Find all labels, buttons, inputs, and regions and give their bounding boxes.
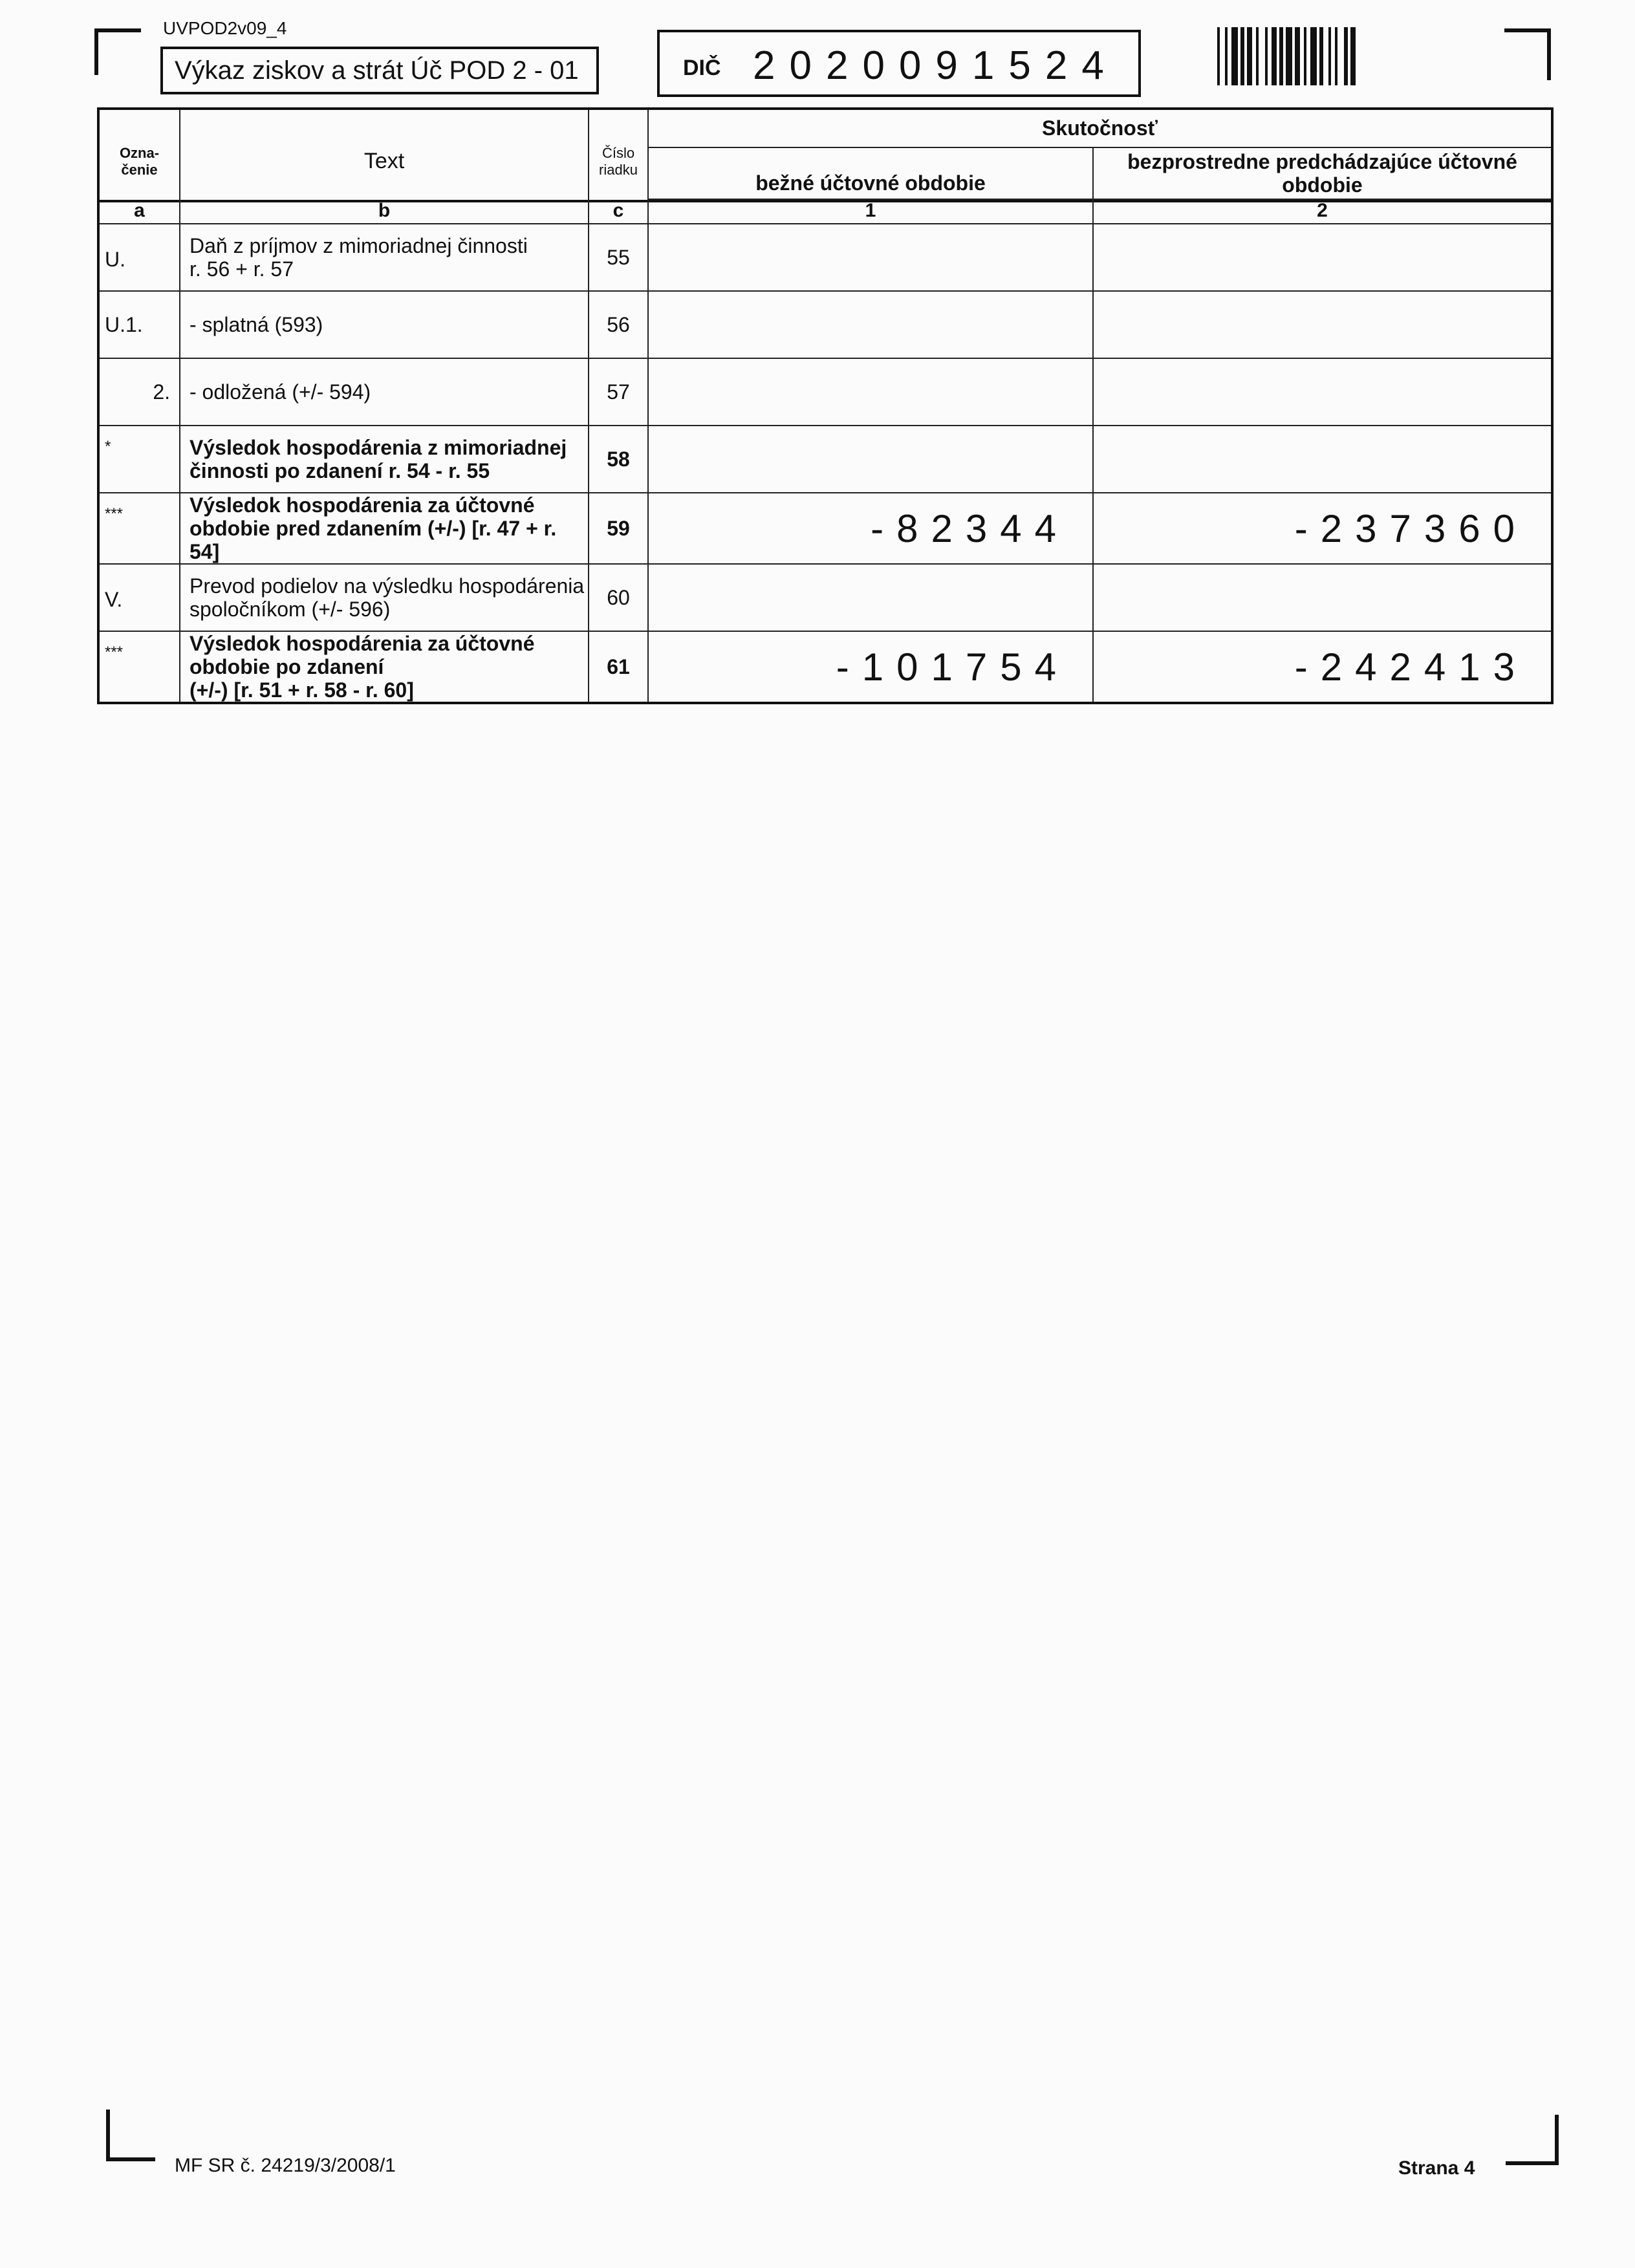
letter-b: b xyxy=(180,198,589,224)
barcode-bar xyxy=(1265,27,1268,85)
row-previous-period xyxy=(1093,564,1552,631)
page-number: Strana 4 xyxy=(1398,2157,1475,2179)
table-row xyxy=(98,224,1552,291)
letter-c: c xyxy=(589,198,648,224)
row-text: Výsledok hospodárenia za účtovné obdobie po zdanení (+/-) [r. 51 + r. 58 - r. 60] xyxy=(180,631,589,703)
row-line-number: 58 xyxy=(589,426,648,493)
barcode-bar xyxy=(1240,27,1244,85)
row-current-period xyxy=(648,224,1093,291)
header-skutocnost: Skutočnosť xyxy=(648,109,1552,147)
table-row xyxy=(98,358,1552,426)
barcode-bar xyxy=(1304,27,1306,85)
barcode-bar xyxy=(1344,27,1348,85)
row-text: Výsledok hospodárenia z mimoriadnej činnosti po zdanení r. 54 - r. 55 xyxy=(180,426,589,493)
letter-1: 1 xyxy=(648,198,1093,224)
table-row xyxy=(98,426,1552,493)
header-text-label: Text xyxy=(363,149,405,173)
dic-label: DIČ xyxy=(683,56,721,80)
row-current-period xyxy=(648,358,1093,426)
barcode-bar xyxy=(1225,27,1228,85)
letter-a: a xyxy=(98,198,180,224)
corner-mark-top-left xyxy=(94,28,141,32)
form-code: UVPOD2v09_4 xyxy=(163,18,287,38)
barcode-bar xyxy=(1256,27,1259,85)
corner-mark-bottom-left xyxy=(106,2110,110,2161)
barcode-bar xyxy=(1217,27,1220,85)
row-line-number: 61 xyxy=(589,631,648,703)
row-mark: 2. xyxy=(98,358,180,426)
header-text xyxy=(180,109,589,201)
row-text: - splatná (593) xyxy=(180,291,589,358)
barcode-bar xyxy=(1328,27,1331,85)
barcode-bar xyxy=(1272,27,1277,85)
row-previous-period: -237360 xyxy=(1093,493,1552,564)
corner-mark-top-left xyxy=(94,28,98,75)
row-text: Prevod podielov na výsledku hospodárenia spoločníkom (+/- 596) xyxy=(180,564,589,631)
table-row xyxy=(98,291,1552,358)
corner-mark-bottom-right xyxy=(1506,2161,1559,2165)
barcode-bar xyxy=(1286,27,1292,85)
row-mark: * xyxy=(98,426,180,493)
table-row xyxy=(98,631,1552,703)
dic-value: 2020091524 xyxy=(753,43,1118,88)
row-mark: U. xyxy=(98,224,180,291)
header-bezne: bežné účtovné obdobie xyxy=(648,147,1093,199)
row-previous-period xyxy=(1093,358,1552,426)
column-letters-row xyxy=(98,198,1552,224)
row-previous-period xyxy=(1093,224,1552,291)
profit-loss-table xyxy=(97,107,1554,202)
row-current-period: -82344 xyxy=(648,493,1093,564)
row-line-number: 55 xyxy=(589,224,648,291)
table-row xyxy=(98,493,1552,564)
header-oznacenie-label: Ozna- čenie xyxy=(119,144,160,178)
row-text: - odložená (+/- 594) xyxy=(180,358,589,426)
row-line-number: 59 xyxy=(589,493,648,564)
row-current-period xyxy=(648,291,1093,358)
row-previous-period: -242413 xyxy=(1093,631,1552,703)
row-mark: U.1. xyxy=(98,291,180,358)
row-text: Daň z príjmov z mimoriadnej činnosti r. 56 + r. 57 xyxy=(180,224,589,291)
barcode-bar xyxy=(1350,27,1356,85)
barcode-bar xyxy=(1247,27,1252,85)
row-line-number: 56 xyxy=(589,291,648,358)
header-oznacenie xyxy=(98,109,180,201)
row-mark: *** xyxy=(98,493,180,564)
corner-mark-top-right xyxy=(1547,28,1551,80)
header-cislo xyxy=(589,109,648,201)
corner-mark-bottom-left xyxy=(106,2157,155,2161)
row-previous-period xyxy=(1093,291,1552,358)
barcode xyxy=(1217,27,1451,85)
row-mark: *** xyxy=(98,631,180,703)
form-title: Výkaz ziskov a strát Úč POD 2 - 01 xyxy=(160,47,599,94)
corner-mark-top-right xyxy=(1504,28,1551,32)
profit-loss-rows xyxy=(97,198,1554,704)
barcode-bar xyxy=(1279,27,1283,85)
barcode-bar xyxy=(1295,27,1300,85)
header-cislo-label: Číslo riadku xyxy=(599,144,638,178)
footer-ministry-ref: MF SR č. 24219/3/2008/1 xyxy=(175,2155,396,2176)
dic-box xyxy=(657,30,1141,97)
row-current-period: -101754 xyxy=(648,631,1093,703)
row-current-period xyxy=(648,564,1093,631)
table-row xyxy=(98,564,1552,631)
row-previous-period xyxy=(1093,426,1552,493)
barcode-bar xyxy=(1319,27,1323,85)
row-text: Výsledok hospodárenia za účtovné obdobie pred zdanením (+/-) [r. 47 + r. 54] xyxy=(180,493,589,564)
row-mark: V. xyxy=(98,564,180,631)
row-line-number: 57 xyxy=(589,358,648,426)
barcode-bar xyxy=(1310,27,1317,85)
row-current-period xyxy=(648,426,1093,493)
row-line-number: 60 xyxy=(589,564,648,631)
barcode-bar xyxy=(1231,27,1238,85)
corner-mark-bottom-right xyxy=(1555,2115,1559,2165)
letter-2: 2 xyxy=(1093,198,1552,224)
header-predchadzajuce: bezprostredne predchádzajúce účtovné obdobie xyxy=(1093,147,1552,199)
barcode-bar xyxy=(1335,27,1337,85)
